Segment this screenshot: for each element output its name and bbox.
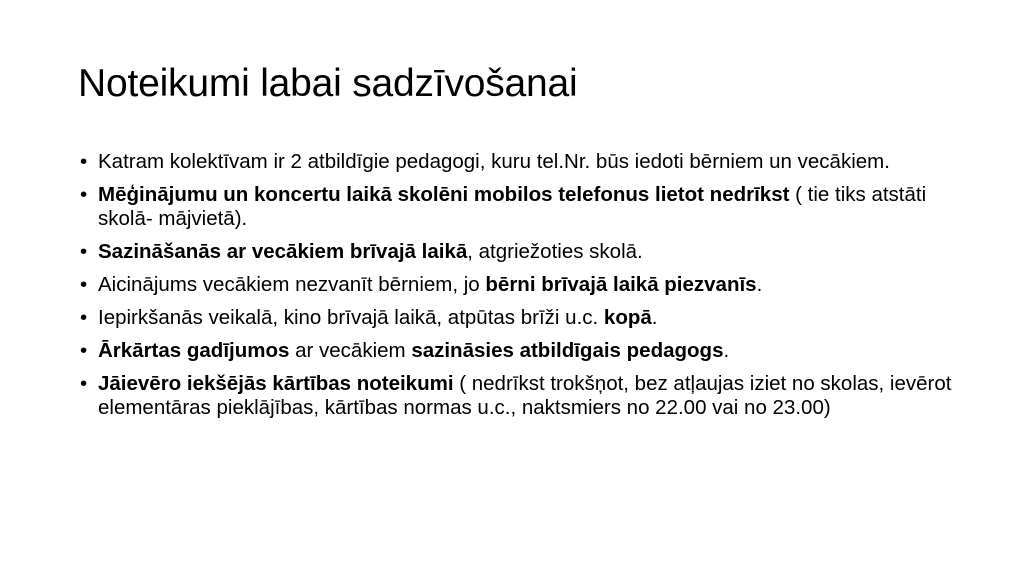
- bullet-dot-icon: •: [80, 273, 88, 296]
- bullet-item: [80, 183, 960, 231]
- bullet-text-bold: sazināsies atbildīgais pedagogs: [411, 339, 724, 362]
- bullet-text: ( tie tiks atstāti skolā- mājvietā).: [98, 183, 927, 230]
- bullet-dot-icon: •: [80, 339, 88, 362]
- bullet-item: [80, 306, 960, 330]
- bullet-text-bold: Jāievēro iekšējās kārtības noteikumi: [98, 372, 454, 395]
- bullet-text: .: [651, 306, 658, 329]
- bullet-text-bold: Ārkārtas gadījumos: [98, 339, 290, 362]
- bullet-item: [80, 150, 960, 174]
- bullet-item: [80, 240, 960, 264]
- bullet-dot-icon: •: [80, 183, 88, 206]
- bullet-dot-icon: •: [80, 150, 88, 173]
- bullet-item: [80, 339, 960, 363]
- bullet-text-bold: bērni brīvajā laikā piezvanīs: [485, 273, 757, 296]
- bullet-text: .: [756, 273, 763, 296]
- bullet-dot-icon: •: [80, 372, 88, 395]
- bullet-dot-icon: •: [80, 240, 88, 263]
- bullet-list: [80, 150, 960, 429]
- bullet-text: ( nedrīkst trokšņot, bez atļaujas iziet no skolas, ievērot elementāras pieklājības, kārtības normas u.c., naktsmiers no 22.00 vai no 23.00): [98, 372, 952, 419]
- bullet-text-bold: Sazināšanās ar vecākiem brīvajā laikā: [98, 240, 468, 263]
- bullet-text: .: [723, 339, 730, 362]
- bullet-text: Aicinājums vecākiem nezvanīt bērniem, jo: [98, 273, 486, 296]
- slide-title: Noteikumi labai sadzīvošanai: [78, 62, 578, 105]
- bullet-item: [80, 372, 960, 420]
- bullet-text: ar vecākiem: [289, 339, 412, 362]
- bullet-text: Iepirkšanās veikalā, kino brīvajā laikā, atpūtas brīži u.c.: [98, 306, 604, 329]
- bullet-text: , atgriežoties skolā.: [467, 240, 643, 263]
- bullet-text-bold: kopā: [603, 306, 652, 329]
- bullet-text-bold: Mēģinājumu un koncertu laikā skolēni mobilos telefonus lietot nedrīkst: [98, 183, 790, 206]
- bullet-item: [80, 273, 960, 297]
- bullet-dot-icon: •: [80, 306, 88, 329]
- bullet-text: Katram kolektīvam ir 2 atbildīgie pedagogi, kuru tel.Nr. būs iedoti bērniem un vecākiem.: [98, 150, 890, 173]
